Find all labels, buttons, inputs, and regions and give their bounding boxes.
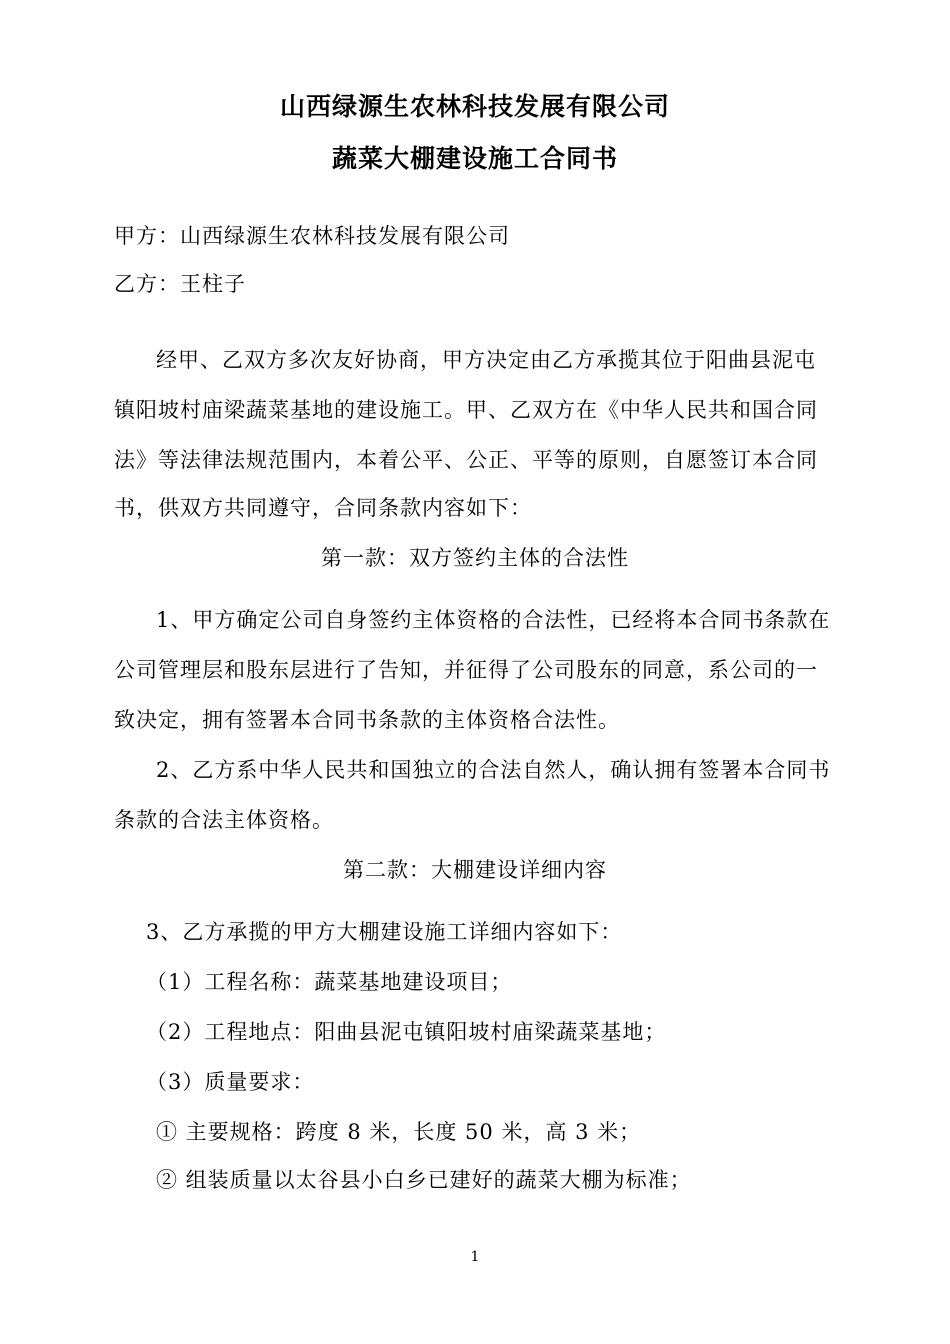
section-1-heading: 第一款：双方签约主体的合法性 (321, 546, 629, 570)
intro-line-1: 经甲、乙双方多次友好协商，甲方决定由乙方承揽其位于阳曲县泥屯 (156, 348, 816, 372)
sub-item-2: （2）工程地点：阳曲县泥屯镇阳坡村庙梁蔬菜基地； (146, 1020, 667, 1044)
sub-item-3: （3）质量要求： (146, 1070, 315, 1094)
quality-item-2: ② 组装质量以太谷县小白乡已建好的蔬菜大棚为标准； (156, 1168, 692, 1192)
quality-item-1: ① 主要规格：跨度 8 米，长度 50 米，高 3 米； (156, 1120, 642, 1144)
intro-line-4: 书，供双方共同遵守，合同条款内容如下： (114, 496, 532, 520)
clause-1-line-1: 1、甲方确定公司自身签约主体资格的合法性，已经将本合同书条款在 (156, 608, 831, 632)
intro-line-2: 镇阳坡村庙梁蔬菜基地的建设施工。甲、乙双方在《中华人民共和国合同 (114, 398, 818, 422)
company-heading: 山西绿源生农林科技发展有限公司 (279, 92, 670, 121)
contract-title: 蔬菜大棚建设施工合同书 (331, 144, 618, 173)
page-number: 1 (470, 1249, 480, 1265)
sub-item-1: （1）工程名称：蔬菜基地建设项目； (146, 970, 513, 994)
section-2-heading: 第二款：大棚建设详细内容 (343, 858, 607, 882)
clause-2-line-1: 2、乙方系中华人民共和国独立的合法自然人，确认拥有签署本合同书 (156, 758, 831, 782)
clause-1-line-2: 公司管理层和股东层进行了告知，并征得了公司股东的同意，系公司的一 (114, 658, 818, 682)
party-b-line: 乙方：王柱子 (114, 272, 246, 296)
clause-2-line-2: 条款的合法主体资格。 (114, 808, 334, 832)
clause-3-line: 3、乙方承揽的甲方大棚建设施工详细内容如下： (146, 920, 623, 944)
party-a-line: 甲方：山西绿源生农林科技发展有限公司 (114, 224, 510, 248)
clause-1-line-3: 致决定，拥有签署本合同书条款的主体资格合法性。 (114, 708, 620, 732)
intro-line-3: 法》等法律法规范围内，本着公平、公正、平等的原则，自愿签订本合同 (114, 448, 818, 472)
